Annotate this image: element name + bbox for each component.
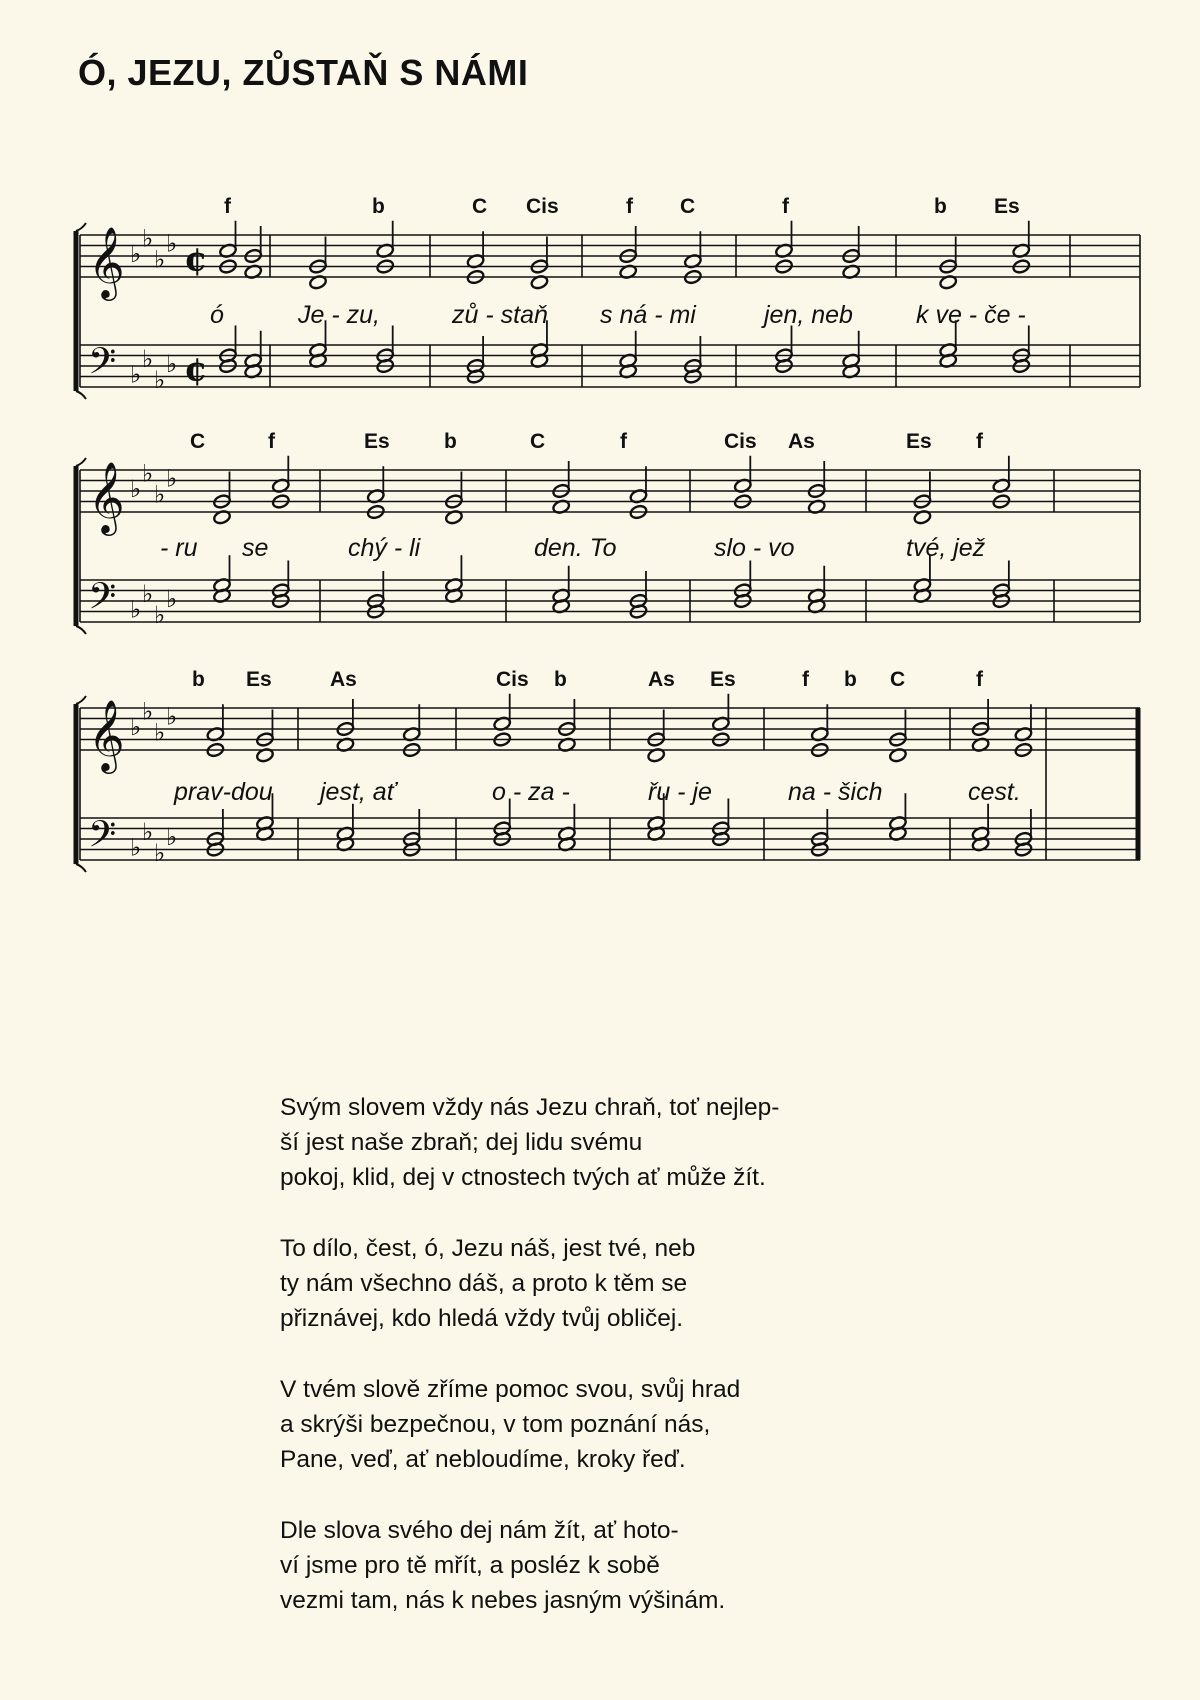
chord-symbol: b <box>444 430 457 453</box>
lyric-syllable: zů - staň <box>452 301 548 329</box>
chord-symbol: Es <box>994 195 1020 218</box>
lyric-syllable: řu - je <box>648 778 712 806</box>
svg-text:♭: ♭ <box>142 579 154 608</box>
music-system-1 <box>70 195 1160 425</box>
lyric-syllable: k ve - če - <box>916 301 1026 329</box>
svg-text:♭: ♭ <box>166 350 178 378</box>
chord-symbol: Es <box>246 668 272 691</box>
svg-text:𝄞: 𝄞 <box>88 460 125 533</box>
svg-text:♭: ♭ <box>154 838 166 867</box>
verse-3: V tvém slově zříme pomoc svou, svůj hrad a skrýši bezpečnou, v tom poznání nás, Pane, veď, ať nebloudíme, kroky řeď. <box>280 1376 741 1473</box>
svg-text:♭: ♭ <box>142 459 154 488</box>
svg-text:♭: ♭ <box>154 718 166 747</box>
chord-symbol: Cis <box>526 195 559 218</box>
svg-text:♭: ♭ <box>130 833 142 862</box>
lyric-syllable: tvé, jež <box>906 534 986 562</box>
svg-text:♭: ♭ <box>130 595 142 624</box>
chord-symbol: Cis <box>724 430 757 453</box>
svg-text:♭: ♭ <box>154 600 166 629</box>
svg-text:𝄢: 𝄢 <box>88 340 117 392</box>
chord-symbol: b <box>372 195 385 218</box>
svg-text:♭: ♭ <box>166 823 178 851</box>
svg-text:♭: ♭ <box>142 817 154 846</box>
chord-symbol: Cis <box>496 668 529 691</box>
svg-text:♭: ♭ <box>130 713 142 741</box>
svg-text:𝄢: 𝄢 <box>88 813 117 865</box>
chord-symbol: b <box>844 668 857 691</box>
lyric-syllable: Je - zu, <box>298 301 380 329</box>
svg-text:♭: ♭ <box>130 475 142 503</box>
lyric-syllable: jest, ať <box>320 778 396 806</box>
lyric-syllable: prav-dou <box>174 778 273 806</box>
svg-text:♭: ♭ <box>166 702 178 731</box>
svg-text:𝄞: 𝄞 <box>88 698 125 771</box>
verse-1: Svým slovem vždy nás Jezu chraň, toť nejlep- ší jest naše zbraň; dej lidu svému pokoj, klid, dej v ctnostech tvých ať může žít. <box>280 1094 780 1191</box>
lyric-syllable: na - šich <box>788 778 883 806</box>
lyric-syllable: o - za - <box>492 778 570 806</box>
svg-text:𝄞: 𝄞 <box>88 225 125 298</box>
svg-text:𝄢: 𝄢 <box>88 575 117 627</box>
chord-symbol: f <box>976 668 983 691</box>
chord-symbol: As <box>788 430 815 453</box>
chord-symbol: Es <box>906 430 932 453</box>
lyrics-line <box>70 534 1160 568</box>
chord-symbol: f <box>626 195 633 218</box>
lyric-syllable: cest. <box>968 778 1021 806</box>
verse-2: To dílo, čest, ó, Jezu náš, jest tvé, neb ty nám všechno dáš, a proto k těm se přiznávej, kdo hledá vždy tvůj obličej. <box>280 1235 696 1332</box>
chord-symbol: C <box>890 668 906 691</box>
lyric-syllable: slo - vo <box>714 534 795 562</box>
chord-symbol: Es <box>710 668 736 691</box>
chord-symbol: b <box>192 668 205 691</box>
chord-symbol: f <box>268 430 275 453</box>
svg-text:¢: ¢ <box>184 239 208 280</box>
chord-symbol: C <box>190 430 206 453</box>
svg-text:♭: ♭ <box>142 224 154 253</box>
svg-text:♭: ♭ <box>142 697 154 726</box>
lyric-syllable: s ná - mi <box>600 301 696 329</box>
svg-text:♭: ♭ <box>130 240 142 268</box>
chord-symbol: As <box>330 668 357 691</box>
lyrics-line <box>70 301 1160 335</box>
lyric-syllable: - ru <box>160 534 198 562</box>
svg-text:♭: ♭ <box>166 229 178 258</box>
svg-text:♭: ♭ <box>154 365 166 394</box>
lyric-syllable: chý - li <box>348 534 421 562</box>
svg-text:♭: ♭ <box>154 245 166 274</box>
lyric-syllable: den. To <box>534 534 617 562</box>
chord-symbol: C <box>680 195 696 218</box>
chord-symbol: f <box>782 195 789 218</box>
music-system-3 <box>70 668 1160 898</box>
chord-symbol: As <box>648 668 675 691</box>
svg-text:♭: ♭ <box>166 585 178 613</box>
svg-text:¢: ¢ <box>184 349 208 390</box>
chord-symbol: f <box>976 430 983 453</box>
music-system-2 <box>70 430 1160 660</box>
svg-text:♭: ♭ <box>130 360 142 389</box>
chord-symbol: C <box>472 195 488 218</box>
chord-symbol: f <box>802 668 809 691</box>
lyric-syllable: jen, neb <box>764 301 853 329</box>
verses-block <box>280 1090 980 1654</box>
lyric-syllable: ó <box>210 301 224 329</box>
song-title: Ó, JEZU, ZŮSTAŇ S NÁMI <box>78 52 529 93</box>
verse-4: Dle slova svého dej nám žít, ať hoto- ví jsme pro tě mřít, a posléz k sobě vezmi tam, nás k nebes jasným výšinám. <box>280 1517 726 1614</box>
svg-text:♭: ♭ <box>154 480 166 509</box>
chord-symbol: f <box>224 195 231 218</box>
chord-symbol: C <box>530 430 546 453</box>
lyric-syllable: se <box>242 534 269 562</box>
lyrics-line <box>70 778 1160 812</box>
chord-symbol: Es <box>364 430 390 453</box>
chord-symbol: b <box>554 668 567 691</box>
svg-text:♭: ♭ <box>142 344 154 373</box>
svg-text:♭: ♭ <box>166 464 178 493</box>
chord-symbol: b <box>934 195 947 218</box>
chord-symbol: f <box>620 430 627 453</box>
